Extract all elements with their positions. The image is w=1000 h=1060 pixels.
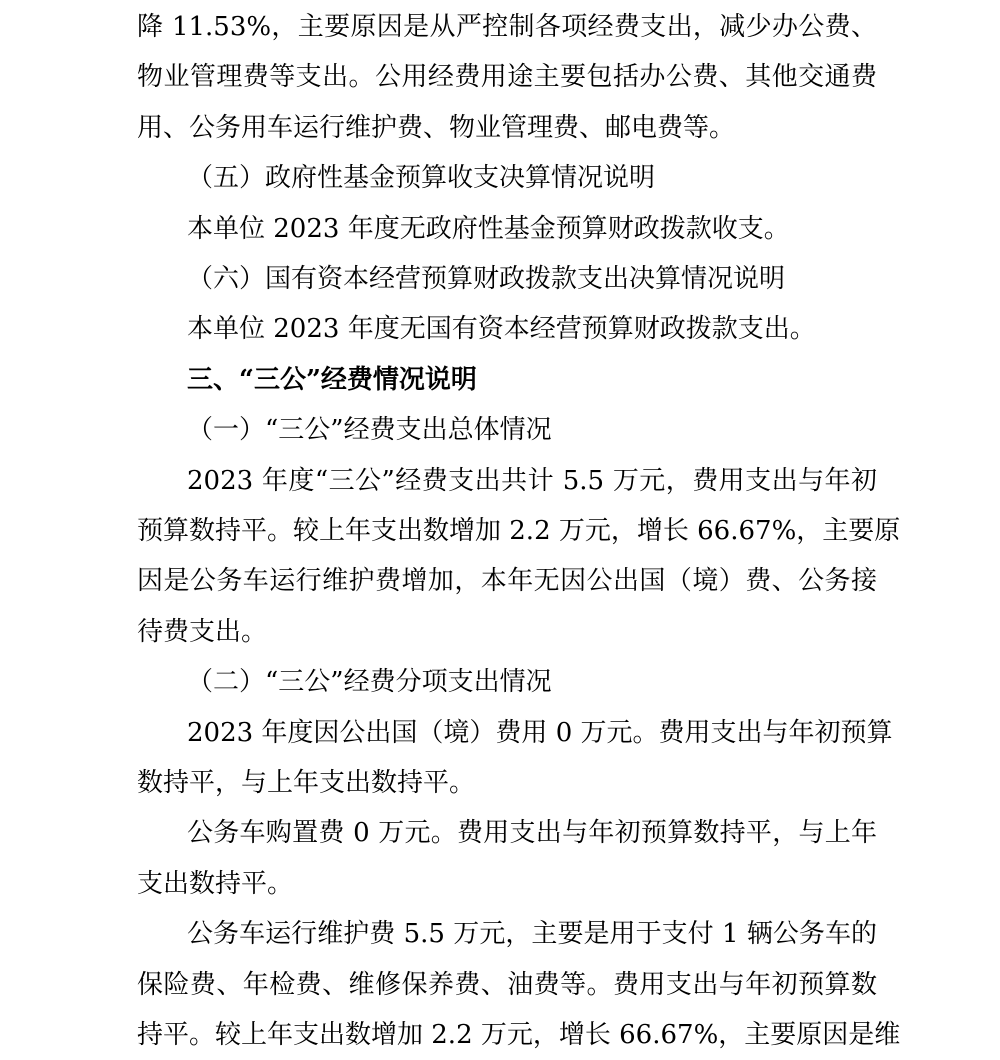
text-line: 降 11.53%，主要原因是从严控制各项经费支出，减少办公费、 xyxy=(137,12,877,42)
text-line: 公务车购置费 0 万元。费用支出与年初预算数持平，与上年 xyxy=(187,818,877,849)
text-line: 本单位 2023 年度无国有资本经营预算财政拨款支出。 xyxy=(187,314,816,345)
text-line: 持平。较上年支出数增加 2.2 万元，增长 66.67%，主要原因是维 xyxy=(137,1020,901,1050)
subsection-heading: （五）政府性基金预算收支决算情况说明 xyxy=(187,163,656,194)
text-line: 公务车运行维护费 5.5 万元，主要是用于支付 1 辆公务车的 xyxy=(187,919,877,950)
subsection-heading: （二）“三公”经费分项支出情况 xyxy=(187,667,552,698)
text-line: 本单位 2023 年度无政府性基金预算财政拨款收支。 xyxy=(187,213,790,244)
text-line: 待费支出。 xyxy=(137,616,268,647)
section-heading: 三、“三公”经费情况说明 xyxy=(187,364,477,395)
text-line: 支出数持平。 xyxy=(137,868,294,899)
text-line: 因是公务车运行维护费增加，本年无因公出国（境）费、公务接 xyxy=(137,566,877,597)
text-line: 数持平，与上年支出数持平。 xyxy=(137,768,476,798)
text-line: 预算数持平。较上年支出数增加 2.2 万元，增长 66.67%，主要原 xyxy=(137,516,901,546)
text-line: 保险费、年检费、维修保养费、油费等。费用支出与年初预算数 xyxy=(137,969,877,1000)
text-line: 2023 年度“三公”经费支出共计 5.5 万元，费用支出与年初 xyxy=(187,465,877,496)
text-line: 物业管理费等支出。公用经费用途主要包括办公费、其他交通费 xyxy=(137,62,877,93)
subsection-heading: （六）国有资本经营预算财政拨款支出决算情况说明 xyxy=(187,264,786,294)
text-line: 用、公务用车运行维护费、物业管理费、邮电费等。 xyxy=(137,112,736,143)
subsection-heading: （一）“三公”经费支出总体情况 xyxy=(187,415,552,446)
text-line: 2023 年度因公出国（境）费用 0 万元。费用支出与年初预算 xyxy=(187,717,893,748)
